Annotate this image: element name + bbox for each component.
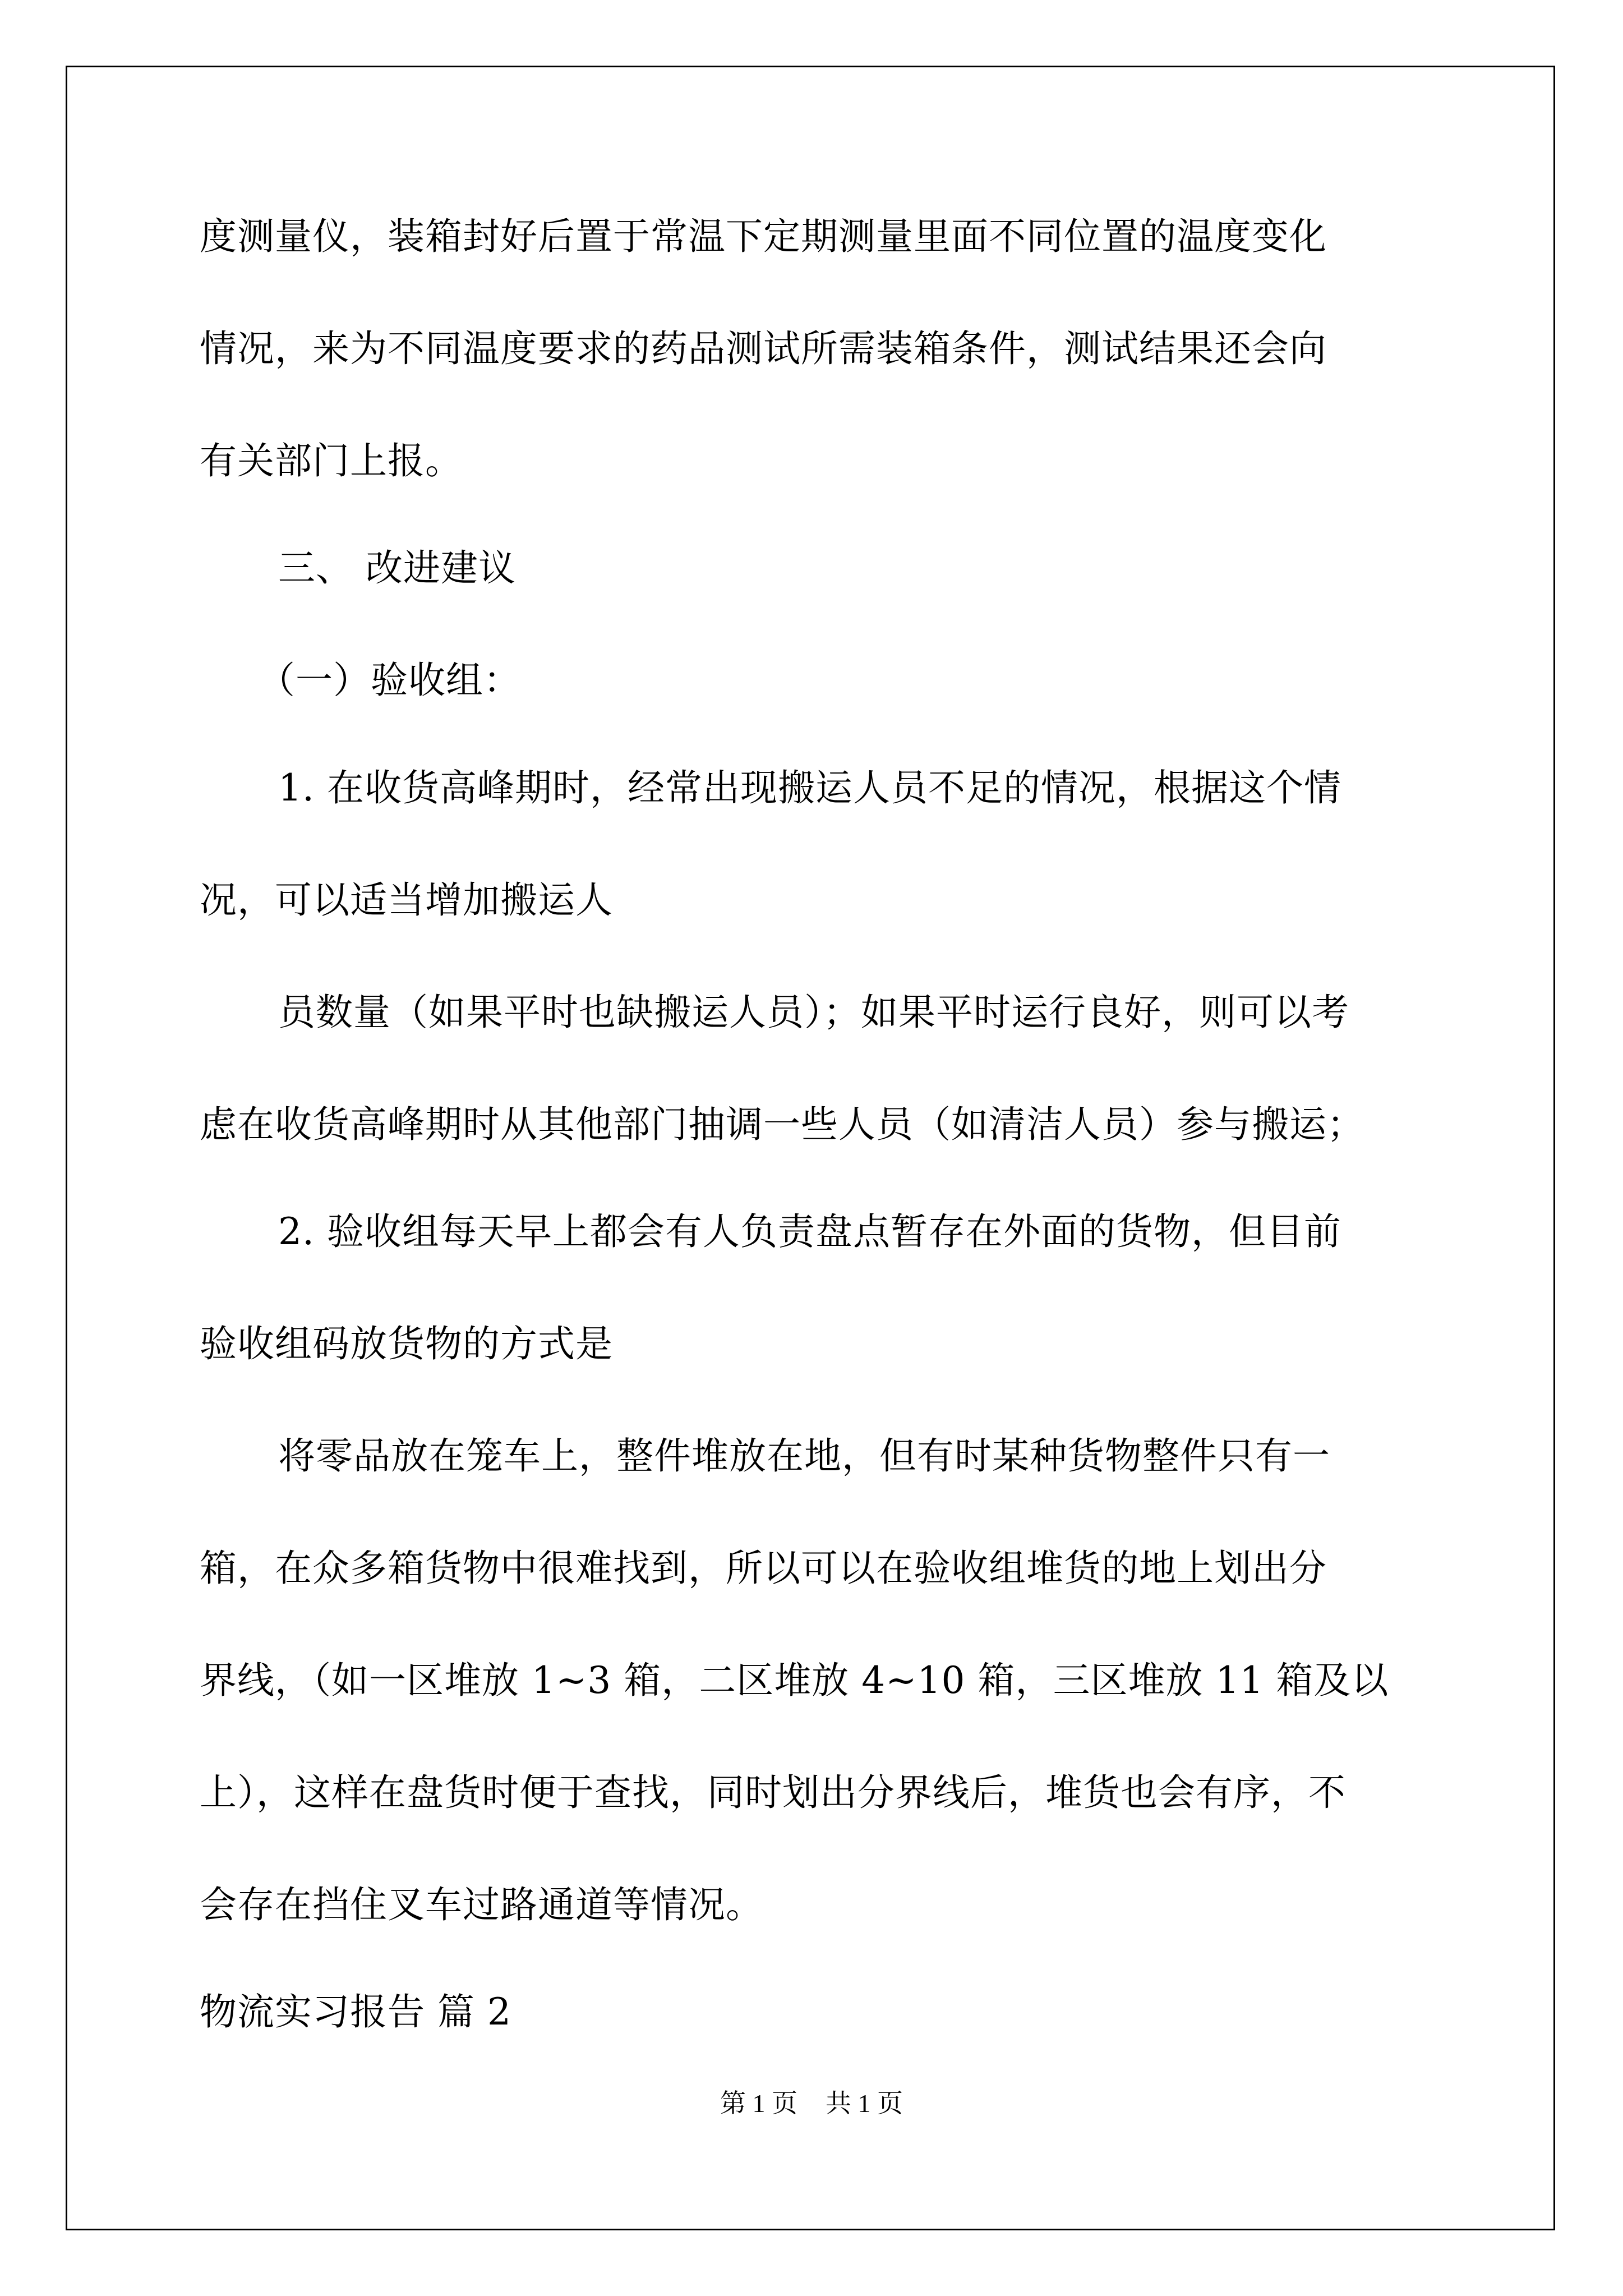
body-line-1: 度测量仪，装箱封好后置于常温下定期测量里面不同位置的温度变化 [200,215,1327,258]
body-line-3: 有关部门上报。 [200,439,463,482]
body-line-item2-b: 验收组码放货物的方式是 [200,1322,613,1365]
body-line-item1-a: 1. 在收货高峰期时，经常出现搬运人员不足的情况，根据这个情 [278,766,1341,809]
body-line-2: 情况，来为不同温度要求的药品测试所需装箱条件，测试结果还会向 [200,327,1327,370]
subsection-heading-acceptance: （一）验收组： [258,659,521,702]
body-line-item2-g: 会存在挡住叉车过路通道等情况。 [200,1883,763,1926]
body-line-item1-d: 虑在收货高峰期时从其他部门抽调一些人员（如清洁人员）参与搬运； [200,1103,1364,1146]
body-line-item2-c: 将零品放在笼车上，整件堆放在地，但有时某种货物整件只有一 [278,1434,1330,1478]
body-line-item2-a: 2. 验收组每天早上都会有人负责盘点暂存在外面的货物，但目前 [278,1210,1341,1253]
body-line-item2-d: 箱，在众多箱货物中很难找到，所以可以在验收组堆货的地上划出分 [200,1547,1327,1590]
section-heading-improvement: 三、 改进建议 [278,546,516,590]
body-line-item1-c: 员数量（如果平时也缺搬运人员）；如果平时运行良好，则可以考 [278,991,1349,1034]
page-number-label: 第 1 页 [720,2089,797,2118]
page-footer [0,2087,1623,2120]
report-title-part2: 物流实习报告 篇 2 [200,1990,511,2033]
page-total-label: 共 1 页 [826,2089,903,2118]
body-line-item2-e: 界线，（如一区堆放 1~3 箱，二区堆放 4~10 箱，三区堆放 11 箱及以 [200,1659,1389,1702]
body-line-item1-b: 况，可以适当增加搬运人 [200,878,613,922]
body-line-item2-f: 上），这样在盘货时便于查找，同时划出分界线后，堆货也会有序，不 [200,1771,1346,1814]
